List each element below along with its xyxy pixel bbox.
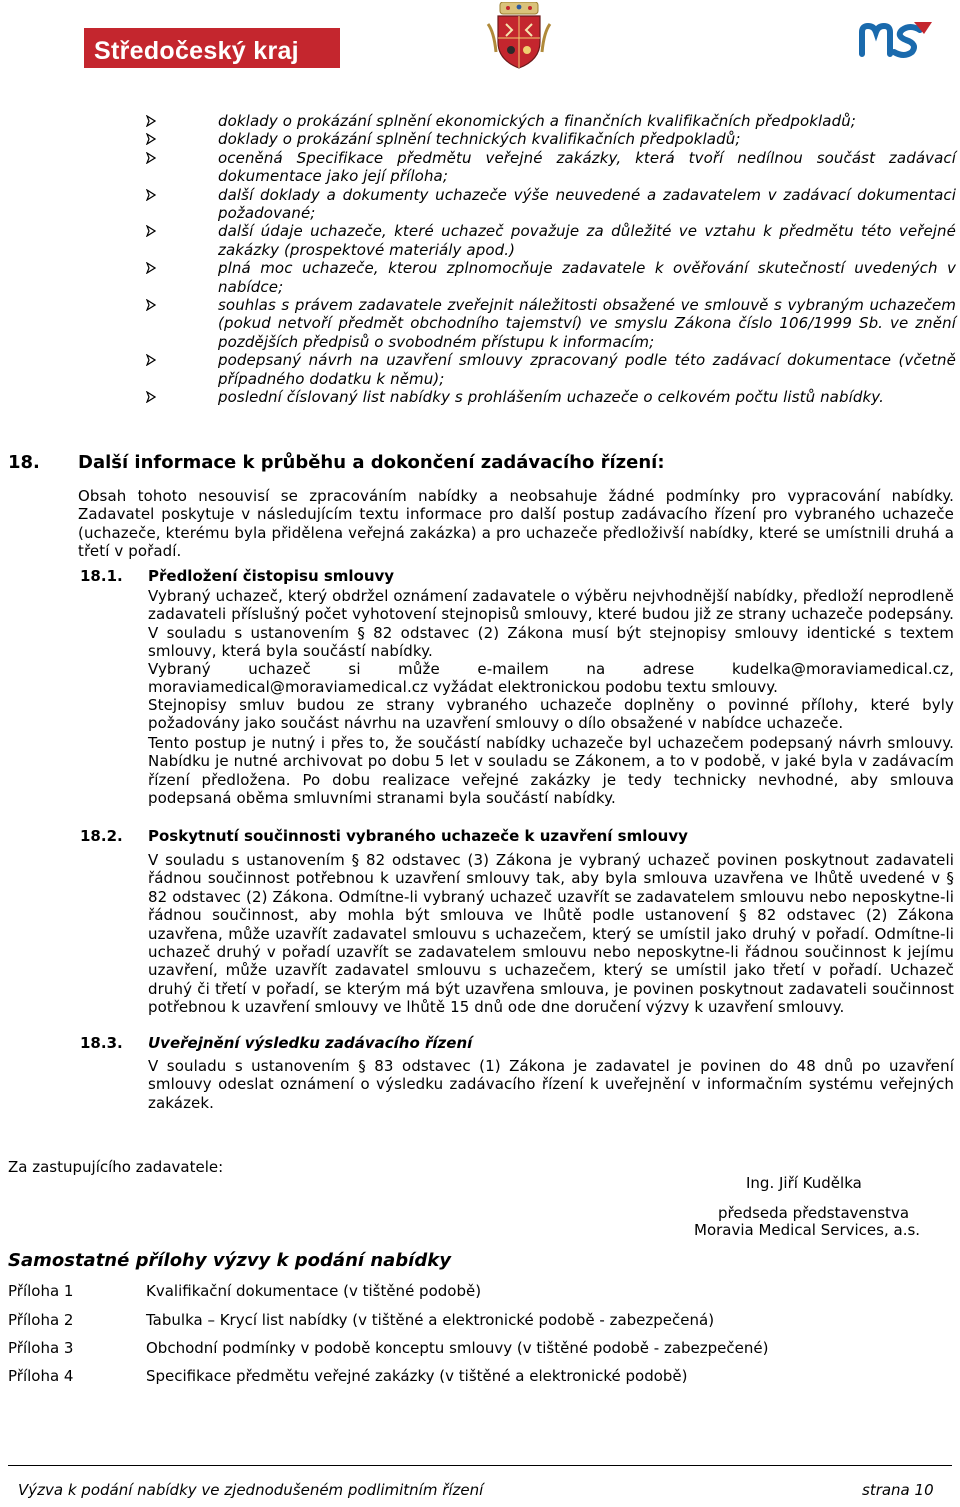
attachment-label: Příloha 1 xyxy=(8,1282,74,1300)
arrow-bullet-icon xyxy=(146,133,156,145)
attachment-label: Příloha 3 xyxy=(8,1339,74,1357)
list-item-text: další údaje uchazeče, které uchazeč považuje za důležité ve vztahu k předmětu této veřejné zakázky (prospektové materiály apod.) xyxy=(218,222,956,259)
brand-logo xyxy=(82,36,340,66)
list-item xyxy=(146,130,956,148)
arrow-bullet-icon xyxy=(146,225,156,237)
arrow-bullet-icon xyxy=(146,299,156,311)
paragraph: Vybraný uchazeč, který obdržel oznámení zadavatele o výběru nejvhodnější nabídky, předloží neprodleně zadavateli příslušný počet vyhotovení stejnopisů smlouvy, které budou již ze strany uchazeče podepsány. V souladu s ustanovením § 82 odstavec (2) Zákona musí být stejnopisy smlouvy identické s textem smlouvy, která byla součástí nabídky. xyxy=(148,587,954,661)
signatory-organization: Moravia Medical Services, a.s. xyxy=(694,1221,921,1239)
signatory-role: předseda představenstva xyxy=(718,1204,910,1222)
list-item xyxy=(146,296,956,351)
section-title: Další informace k průběhu a dokončení zadávacího řízení: xyxy=(78,452,665,473)
subsection-title: Uveřejnění výsledku zadávacího řízení xyxy=(148,1034,473,1052)
list-item-text: doklady o prokázání splnění technických kvalifikačních předpokladů; xyxy=(218,130,741,149)
attachment-text: Specifikace předmětu veřejné zakázky (v tištěné a elektronické podobě) xyxy=(146,1367,688,1385)
list-item xyxy=(146,388,956,406)
paragraph: Tento postup je nutný i přes to, že součástí nabídky uchazeče byl uchazečem podepsaný návrh smlouvy. Nabídku je nutné archivovat po dobu 5 let v souladu se Zákonem, a to v podobě, v jaké byla v zadávacím řízení předložena. Po dobu realizace veřejné zakázky je tedy technicky nevhodné, aby smlouva podepsaná oběma smluvními stranami byla součástí nabídky. xyxy=(148,734,954,808)
arrow-bullet-icon xyxy=(146,262,156,274)
brand-logo-text: Středočeský kraj xyxy=(94,37,299,65)
subsection-number: 18.3. xyxy=(80,1034,123,1052)
section-intro: Obsah tohoto nesouvisí se zpracováním nabídky a neobsahuje žádné podmínky pro vypracování nabídky. Zadavatel poskytuje v následujícím textu informace pro další postup zadávacího řízení pro vybraného uchazeče (uchazeče, kterému byla přidělena veřejná zakázka) a pro uchazeče předloživší nabídky, které se umístnili druhá a třetí v pořadí. xyxy=(78,487,954,561)
list-item-text: poslední číslovaný list nabídky s prohlášením uchazeče o celkovém počtu listů nabídky. xyxy=(218,388,884,407)
attachment-text: Tabulka – Krycí list nabídky (v tištěné a elektronické podobě - zabezpečená) xyxy=(146,1311,715,1329)
list-item-text: podepsaný návrh na uzavření smlouvy zpracovaný podle této zadávací dokumentace (včetně případného dodatku k němu); xyxy=(218,351,956,388)
subsection-number: 18.1. xyxy=(80,567,123,585)
paragraph: V souladu s ustanovením § 82 odstavec (3) Zákona je vybraný uchazeč povinen poskytnout zadavateli řádnou součinnost potřebnou k uzavření smlouvy tak, aby byla smlouva uzavřena ve lhůtě uvedené v § 82 odstavec (2) Zákona. Odmítne-li vybraný uchazeč uzavřít se zadavatelem smlouvu nebo neposkytne-li řádnou součinnost, aby mohla být smlouva ve lhůtě podle ustanovení § 82 odstavec (2) Zákona uzavřena, může uzavřít zadavatel smlouvu s uchazečem, který se umístil jako druhý v pořadí. Odmítne-li uchazeč druhý v pořadí uzavřít se zadavatelem smlouvu nebo neposkytne-li řádnou součinnost k jejímu uzavření, může uzavřít zadavatel smlouvu s uchazečem, který se umístil jako třetí v pořadí. Uchazeč druhý či třetí v pořadí, se kterým má být uzavřena smlouva, je povinen poskytnout zadavateli součinnost potřebnou k uzavření smlouvy ve lhůtě 15 dnů ode dne doručení výzvy k uzavření smlouvy. xyxy=(148,851,954,1017)
attachments-title: Samostatné přílohy výzvy k podání nabídky xyxy=(8,1250,451,1271)
paragraph: V souladu s ustanovením § 83 odstavec (1) Zákona je zadavatel je povinen do 48 dnů po uzavření smlouvy odeslat oznámení o výsledku zadávacího řízení k uveřejnění v informačním systému veřejných zakázek. xyxy=(148,1057,954,1112)
list-item-text: další doklady a dokumenty uchazeče výše neuvedené a zadavatelem v zadávací dokumentaci požadované; xyxy=(218,185,956,223)
subsection-number: 18.2. xyxy=(80,827,123,845)
ms-logo xyxy=(858,20,936,60)
arrow-bullet-icon xyxy=(146,115,156,127)
section-number: 18. xyxy=(8,452,40,473)
attachment-text: Obchodní podmínky v podobě konceptu smlouvy (v tištěné podobě - zabezpečené) xyxy=(146,1339,769,1357)
list-item-text: souhlas s právem zadavatele zveřejnit náležitosti obsažené ve smlouvě s vybraným uchazečem (pokud netvoří předmět obchodního tajemství) ve smyslu Zákona číslo 106/1999 Sb. ve znění pozdějších předpisů o svobodném přístupu k informacím; xyxy=(218,296,956,351)
arrow-bullet-icon xyxy=(146,354,156,366)
list-item xyxy=(146,351,956,388)
arrow-bullet-icon xyxy=(146,391,156,403)
subsection-title: Předložení čistopisu smlouvy xyxy=(148,567,395,585)
list-item-text: oceněná Specifikace předmětu veřejné zakázky, která tvoří nedílnou součást zadávací dokumentace jako její příloha; xyxy=(218,148,956,186)
paragraph: Stejnopisy smluv budou ze strany vybraného uchazeče doplněny o povinné přílohy, které byly požadovány jako součást návrhu na uzavření smlouvy o dílo obsažené v nabídce uchazeče. xyxy=(148,696,954,733)
attachment-text: Kvalifikační dokumentace (v tištěné podobě) xyxy=(146,1282,482,1300)
list-item-text: doklady o prokázání splnění ekonomických a finančních kvalifikačních předpokladů; xyxy=(218,112,856,130)
list-item xyxy=(146,112,956,130)
attachment-label: Příloha 2 xyxy=(8,1311,74,1329)
list-item xyxy=(146,186,956,223)
crest-icon xyxy=(484,2,554,70)
list-item-text: plná moc uchazeče, kterou zplnomocňuje zadavatele k ověřování skutečností uvedených v nabídce; xyxy=(218,259,956,296)
attachment-label: Příloha 4 xyxy=(8,1367,74,1385)
list-item xyxy=(146,222,956,259)
list-item xyxy=(146,259,956,296)
subsection-title: Poskytnutí součinnosti vybraného uchazeče k uzavření smlouvy xyxy=(148,827,688,845)
arrow-bullet-icon xyxy=(146,189,156,201)
page-number: strana 10 xyxy=(862,1481,934,1499)
list-item xyxy=(146,149,956,186)
requirements-list xyxy=(146,112,956,407)
footer-divider xyxy=(8,1465,952,1466)
signature-label: Za zastupujícího zadavatele: xyxy=(8,1158,224,1176)
footer-title: Výzva k podání nabídky ve zjednodušeném podlimitním řízení xyxy=(18,1481,484,1499)
signatory-name: Ing. Jiří Kudělka xyxy=(746,1174,862,1192)
paragraph: Vybraný uchazeč si může e-mailem na adrese kudelka@moraviamedical.cz, moraviamedical@moraviamedical.cz vyžádat elektronickou podobu textu smlouvy. xyxy=(148,660,954,697)
arrow-bullet-icon xyxy=(146,152,156,164)
page-header xyxy=(0,0,960,72)
